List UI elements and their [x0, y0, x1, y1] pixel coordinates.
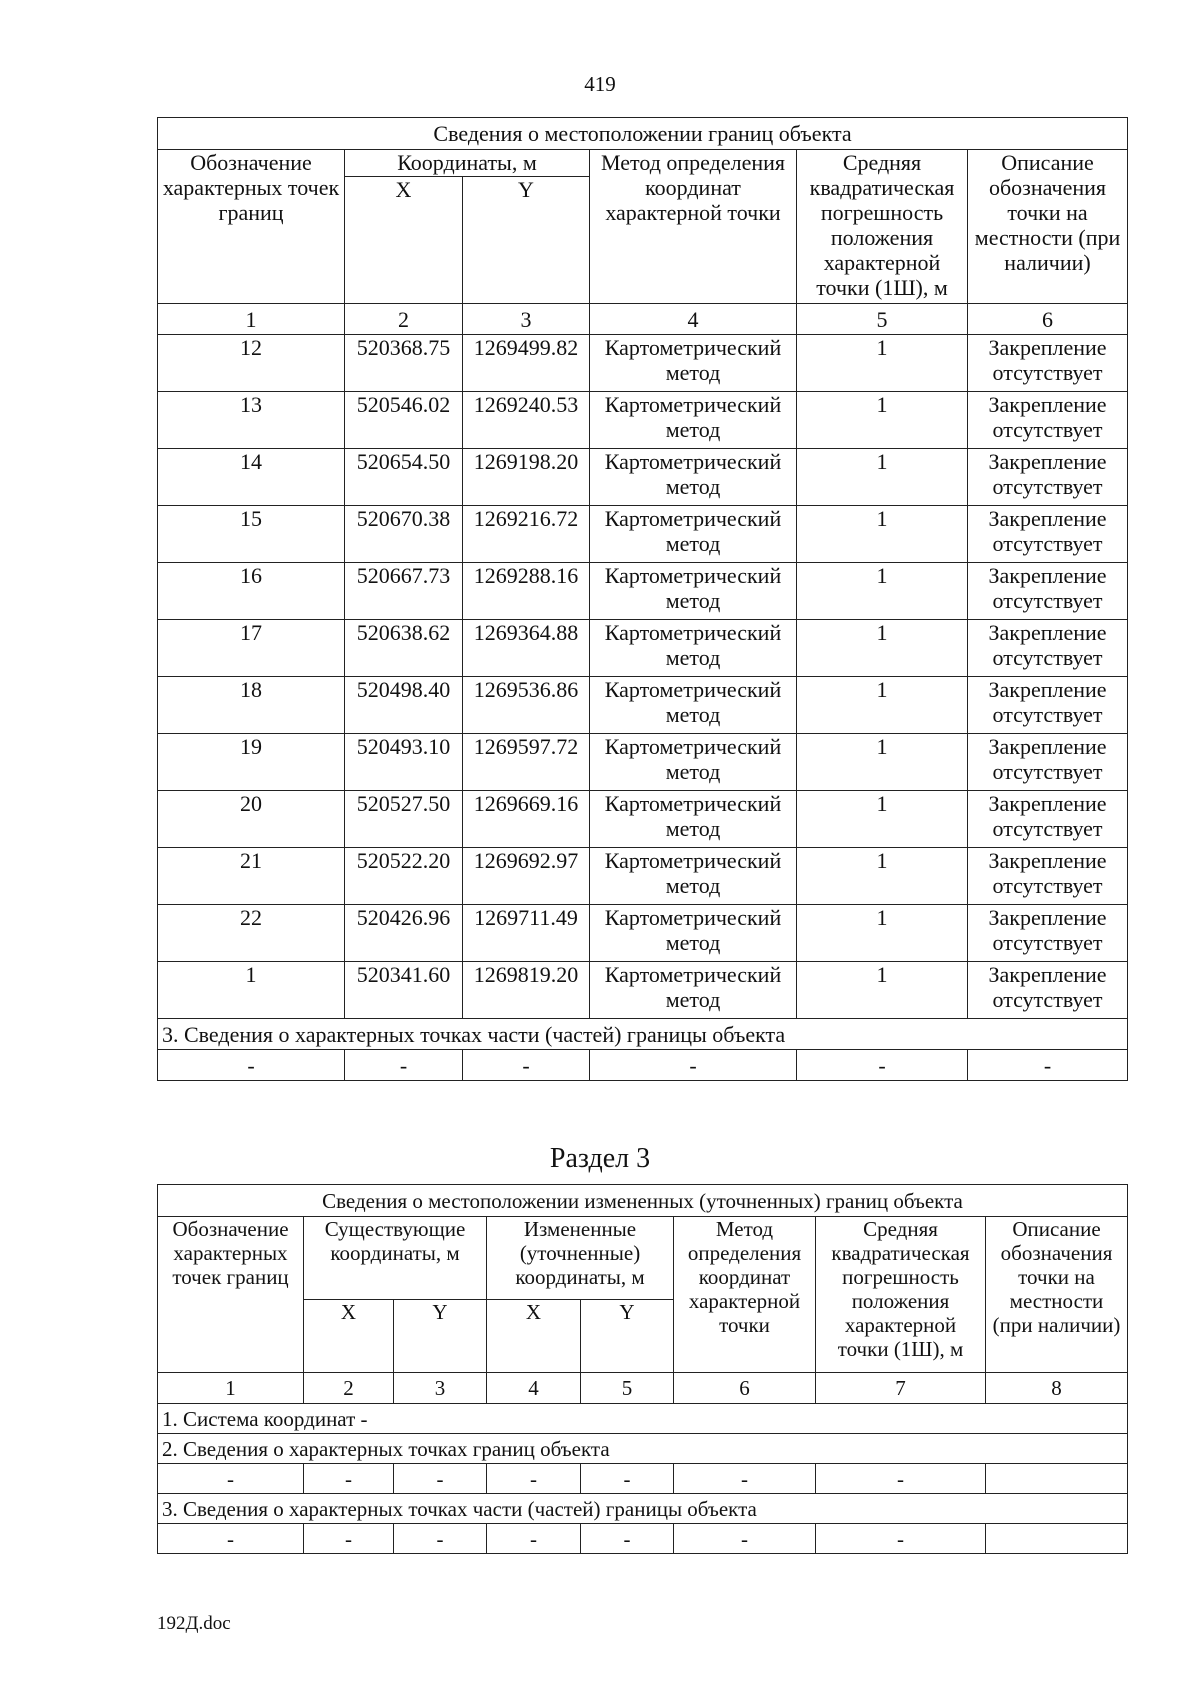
x-cell: 520522.20	[345, 848, 463, 905]
point-cell: 17	[158, 620, 345, 677]
column-numbers-row	[158, 304, 1128, 335]
empty-cell: -	[345, 1050, 463, 1081]
header-error: Средняя квадратическая погрешность положения характерной точки (1Ш), м	[797, 150, 968, 304]
y-cell: 1269288.16	[463, 563, 590, 620]
x-cell: 520341.60	[345, 962, 463, 1019]
table-row	[158, 563, 1128, 620]
error-cell: 1	[797, 449, 968, 506]
error-cell: 1	[797, 506, 968, 563]
error-cell: 1	[797, 392, 968, 449]
table-row	[158, 335, 1128, 392]
empty-cell: -	[816, 1524, 986, 1554]
column-number: 7	[816, 1373, 986, 1404]
empty-cell	[986, 1464, 1128, 1494]
table-row	[158, 620, 1128, 677]
section-2-label: 2. Сведения о характерных точках границ объекта	[158, 1434, 1128, 1464]
empty-cell: -	[158, 1050, 345, 1081]
point-cell: 14	[158, 449, 345, 506]
y-cell: 1269597.72	[463, 734, 590, 791]
section-3-empty-row	[158, 1524, 1128, 1554]
empty-cell: -	[581, 1524, 674, 1554]
section-heading: Раздел 3	[549, 1143, 651, 1174]
method-cell: Картометрический метод	[590, 677, 797, 734]
header-error: Средняя квадратическая погрешность положения характерной точки (1Ш), м	[816, 1217, 986, 1373]
method-cell: Картометрический метод	[590, 962, 797, 1019]
empty-cell: -	[304, 1524, 394, 1554]
method-cell: Картометрический метод	[590, 620, 797, 677]
description-cell: Закрепление отсутствует	[968, 734, 1128, 791]
section-2-empty-row	[158, 1464, 1128, 1494]
header-description: Описание обозначения точки на местности (при наличии)	[986, 1217, 1128, 1373]
header-designation: Обозначение характерных точек границ	[158, 1217, 304, 1373]
point-cell: 20	[158, 791, 345, 848]
error-cell: 1	[797, 677, 968, 734]
error-cell: 1	[797, 335, 968, 392]
empty-cell: -	[816, 1464, 986, 1494]
column-number: 6	[968, 304, 1128, 335]
column-number: 1	[158, 304, 345, 335]
page-number: 419	[584, 72, 616, 96]
header-changed-coordinates: Измененные (уточненные) координаты, м	[487, 1217, 674, 1300]
column-number: 3	[463, 304, 590, 335]
empty-cell: -	[394, 1464, 487, 1494]
boundary-points-table	[157, 117, 1128, 1081]
y-cell: 1269499.82	[463, 335, 590, 392]
x-cell: 520426.96	[345, 905, 463, 962]
table-row	[158, 506, 1128, 563]
header-description: Описание обозначения точки на местности (при наличии)	[968, 150, 1128, 304]
description-cell: Закрепление отсутствует	[968, 620, 1128, 677]
changed-boundaries-table	[157, 1184, 1128, 1554]
error-cell: 1	[797, 734, 968, 791]
column-number: 4	[590, 304, 797, 335]
x-cell: 520670.38	[345, 506, 463, 563]
method-cell: Картометрический метод	[590, 791, 797, 848]
method-cell: Картометрический метод	[590, 905, 797, 962]
description-cell: Закрепление отсутствует	[968, 962, 1128, 1019]
table-row	[158, 677, 1128, 734]
point-cell: 12	[158, 335, 345, 392]
section-3-label: 3. Сведения о характерных точках части (частей) границы объекта	[158, 1019, 1128, 1050]
description-cell: Закрепление отсутствует	[968, 677, 1128, 734]
x-cell: 520667.73	[345, 563, 463, 620]
point-cell: 19	[158, 734, 345, 791]
y-cell: 1269669.16	[463, 791, 590, 848]
table-row	[158, 734, 1128, 791]
header-changed-x: X	[487, 1300, 581, 1373]
x-cell: 520498.40	[345, 677, 463, 734]
column-number: 6	[674, 1373, 816, 1404]
point-cell: 18	[158, 677, 345, 734]
empty-cell: -	[158, 1464, 304, 1494]
x-cell: 520368.75	[345, 335, 463, 392]
column-number: 3	[394, 1373, 487, 1404]
description-cell: Закрепление отсутствует	[968, 791, 1128, 848]
table-row	[158, 848, 1128, 905]
description-cell: Закрепление отсутствует	[968, 449, 1128, 506]
description-cell: Закрепление отсутствует	[968, 335, 1128, 392]
y-cell: 1269198.20	[463, 449, 590, 506]
table-row	[158, 392, 1128, 449]
header-method: Метод определения координат характерной точки	[590, 150, 797, 304]
table-title: Сведения о местоположении измененных (уточненных) границ объекта	[158, 1185, 1128, 1217]
section-1-label: 1. Система координат -	[158, 1404, 1128, 1434]
table-row	[158, 791, 1128, 848]
y-cell: 1269240.53	[463, 392, 590, 449]
x-cell: 520638.62	[345, 620, 463, 677]
method-cell: Картометрический метод	[590, 392, 797, 449]
y-cell: 1269819.20	[463, 962, 590, 1019]
table-row	[158, 962, 1128, 1019]
error-cell: 1	[797, 563, 968, 620]
column-number: 4	[487, 1373, 581, 1404]
method-cell: Картометрический метод	[590, 734, 797, 791]
column-number: 8	[986, 1373, 1128, 1404]
file-name: 192Д.doc	[157, 1613, 231, 1634]
section-3-empty-row	[158, 1050, 1128, 1081]
point-cell: 16	[158, 563, 345, 620]
empty-cell	[986, 1524, 1128, 1554]
y-cell: 1269364.88	[463, 620, 590, 677]
column-number: 2	[304, 1373, 394, 1404]
error-cell: 1	[797, 791, 968, 848]
empty-cell: -	[158, 1524, 304, 1554]
y-cell: 1269536.86	[463, 677, 590, 734]
header-existing-y: Y	[394, 1300, 487, 1373]
y-cell: 1269692.97	[463, 848, 590, 905]
method-cell: Картометрический метод	[590, 563, 797, 620]
header-coordinates: Координаты, м	[345, 150, 590, 177]
method-cell: Картометрический метод	[590, 335, 797, 392]
error-cell: 1	[797, 620, 968, 677]
x-cell: 520527.50	[345, 791, 463, 848]
method-cell: Картометрический метод	[590, 848, 797, 905]
method-cell: Картометрический метод	[590, 506, 797, 563]
y-cell: 1269216.72	[463, 506, 590, 563]
x-cell: 520493.10	[345, 734, 463, 791]
empty-cell: -	[590, 1050, 797, 1081]
empty-cell: -	[674, 1464, 816, 1494]
header-y: Y	[463, 177, 590, 304]
column-numbers-row	[158, 1373, 1128, 1404]
empty-cell: -	[674, 1524, 816, 1554]
description-cell: Закрепление отсутствует	[968, 848, 1128, 905]
x-cell: 520546.02	[345, 392, 463, 449]
section-3-label: 3. Сведения о характерных точках части (частей) границы объекта	[158, 1494, 1128, 1524]
table-row	[158, 905, 1128, 962]
empty-cell: -	[581, 1464, 674, 1494]
empty-cell: -	[797, 1050, 968, 1081]
table-title: Сведения о местоположении границ объекта	[158, 118, 1128, 150]
empty-cell: -	[463, 1050, 590, 1081]
column-number: 2	[345, 304, 463, 335]
point-cell: 22	[158, 905, 345, 962]
description-cell: Закрепление отсутствует	[968, 563, 1128, 620]
header-method: Метод определения координат характерной точки	[674, 1217, 816, 1373]
empty-cell: -	[304, 1464, 394, 1494]
table-row	[158, 449, 1128, 506]
description-cell: Закрепление отсутствует	[968, 392, 1128, 449]
point-cell: 13	[158, 392, 345, 449]
description-cell: Закрепление отсутствует	[968, 905, 1128, 962]
error-cell: 1	[797, 848, 968, 905]
header-changed-y: Y	[581, 1300, 674, 1373]
column-number: 5	[797, 304, 968, 335]
empty-cell: -	[394, 1524, 487, 1554]
empty-cell: -	[968, 1050, 1128, 1081]
column-number: 5	[581, 1373, 674, 1404]
method-cell: Картометрический метод	[590, 449, 797, 506]
point-cell: 21	[158, 848, 345, 905]
x-cell: 520654.50	[345, 449, 463, 506]
header-existing-x: X	[304, 1300, 394, 1373]
header-existing-coordinates: Существующие координаты, м	[304, 1217, 487, 1300]
y-cell: 1269711.49	[463, 905, 590, 962]
header-x: X	[345, 177, 463, 304]
description-cell: Закрепление отсутствует	[968, 506, 1128, 563]
header-designation: Обозначение характерных точек границ	[158, 150, 345, 304]
error-cell: 1	[797, 905, 968, 962]
column-number: 1	[158, 1373, 304, 1404]
empty-cell: -	[487, 1524, 581, 1554]
error-cell: 1	[797, 962, 968, 1019]
empty-cell: -	[487, 1464, 581, 1494]
point-cell: 1	[158, 962, 345, 1019]
point-cell: 15	[158, 506, 345, 563]
